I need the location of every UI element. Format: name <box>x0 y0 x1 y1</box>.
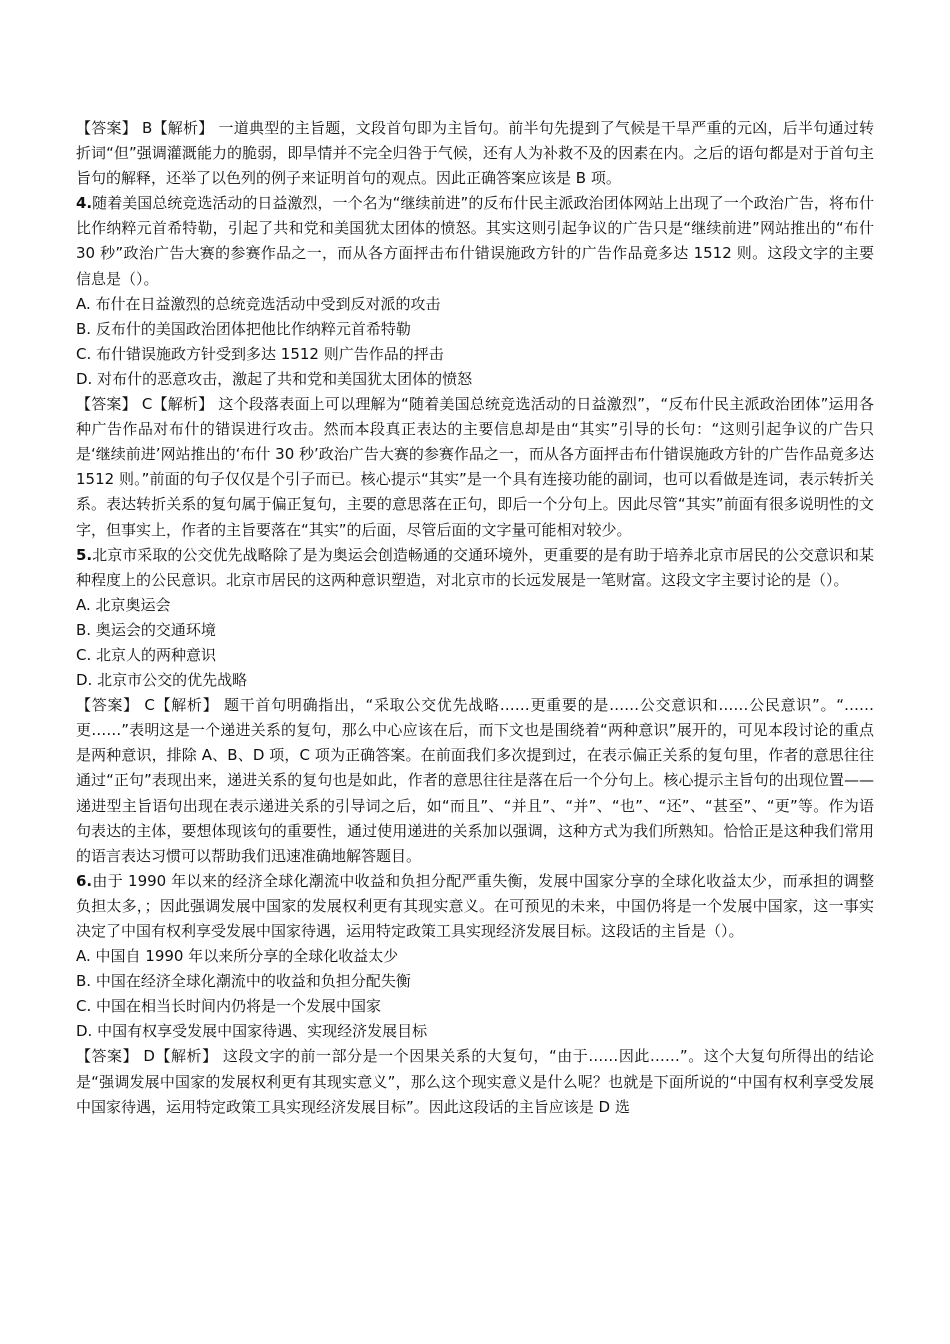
answer-option: C. 布什错误施政方针受到多达 1512 则广告作品的抨击 <box>76 344 444 363</box>
answer-option: B. 奥运会的交通环境 <box>76 620 216 639</box>
question-number: 4. <box>76 194 93 213</box>
answer-option: C. 中国在相当长时间内仍将是一个发展中国家 <box>76 997 382 1016</box>
answer-explanation: 【答案】 B【解析】 一道典型的主旨题，文段首句即为主旨句。前半句先提到了气候是干旱严重的元凶，后半句通过转折词“但”强调灌溉能力的脆弱，即旱情并不完全归咎于气候，还有人为补救不及的因素在内。之后的语句都是对于首句主旨句的解释，还举了以色列的例子来证明首句的观点。因此正确答案应该是 B 项。 <box>76 119 874 188</box>
answer-option: A. 布什在日益激烈的总统竞选活动中受到反对派的攻击 <box>76 294 441 313</box>
question-text: 随着美国总统竞选活动的日益激烈，一个名为“继续前进”的反布什民主派政治团体网站上出现了一个政治广告，将布什比作纳粹元首希特勒，引起了共和党和美国犹太团体的愤怒。其实这则引起争议的广告只是“继续前进”网站推出的“布什 30 秒”政治广告大赛的参赛作品之一，而从各方面抨击布什错误施政方针的广告作品竟多达 1512 则。这段文字的主要信息是（）。 <box>76 194 874 288</box>
answer-option: B. 反布什的美国政治团体把他比作纳粹元首希特勒 <box>76 319 411 338</box>
answer-explanation: 【答案】 D【解析】 这段文字的前一部分是一个因果关系的大复句，“由于……因此……”。这个大复句所得出的结论是“强调发展中国家的发展权利更有其现实意义”，那么这个现实意义是什么呢？也就是下面所说的“中国有权利享受发展中国家待遇，运用特定政策工具实现经济发展目标”。因此这段话的主旨应该是 D 选 <box>76 1047 874 1116</box>
answer-explanation: 【答案】 C【解析】 题干首句明确指出，“采取公交优先战略……更重要的是……公交意识和……公民意识”。“……更……”表明这是一个递进关系的复句，那么中心应该在后，而下文也是围绕着“两种意识”展开的，可见本段讨论的重点是两种意识，排除 A、B、D 项，C 项为正确答案。在前面我们多次提到过，在表示偏正关系的复句里，作者的意思往往通过“正句”表现出来，递进关系的复句也是如此，作者的意思往往是落在后一个分句上。核心提示主旨句的出现位置——递进型主旨语句出现在表示递进关系的引导词之后，如“而且”、“并且”、“并”、“也”、“还”、“甚至”、“更”等。作为语句表达的主体，要想体现该句的重要性，通过使用递进的关系加以强调，这种方式为我们所熟知。恰恰正是这种我们常用的语言表达习惯可以帮助我们迅速准确地解答题目。 <box>76 696 874 865</box>
question-text: 由于 1990 年以来的经济全球化潮流中收益和负担分配严重失衡，发展中国家分享的全球化收益太少，而承担的调整负担太多，；因此强调发展中国家的发展权利更有其现实意义。在可预见的未来，中国仍将是一个发展中国家，这一事实决定了中国有权利享受发展中国家待遇，运用特定政策工具实现经济发展目标。这段话的主旨是（）。 <box>76 871 874 940</box>
answer-option: B. 中国在经济全球化潮流中的收益和负担分配失衡 <box>76 972 411 991</box>
answer-option: D. 北京市公交的优先战略 <box>76 671 248 690</box>
answer-explanation: 【答案】 C【解析】 这个段落表面上可以理解为“随着美国总统竞选活动的日益激烈”，“反布什民主派政治团体”运用各种广告作品对布什的错误进行攻击。然而本段真正表达的主要信息却是由“其实”引导的长句：“这则引起争议的广告只是‘继续前进’网站推出的‘布什 30 秒’政治广告大赛的参赛作品之一，而从各方面抨击布什错误施政方针的广告作品竟多达 1512 则。”前面的句子仅仅是个引子而已。核心提示“其实”是一个具有连接功能的副词，也可以看做是连词，表示转折关系。表达转折关系的复句属于偏正复句，主要的意思落在正句，即后一个分句上。因此尽管“其实”前面有很多说明性的文字，但事实上，作者的主旨要落在“其实”的后面，尽管后面的文字量可能相对较少。 <box>76 395 874 539</box>
answer-option: A. 北京奥运会 <box>76 595 171 614</box>
answer-option: A. 中国自 1990 年以来所分享的全球化收益太少 <box>76 947 399 966</box>
question-text: 北京市采取的公交优先战略除了是为奥运会创造畅通的交通环境外，更重要的是有助于培养北京市居民的公交意识和某种程度上的公民意识。北京市居民的这两种意识塑造，对北京市的长远发展是一笔财富。这段文字主要讨论的是（）。 <box>76 545 874 589</box>
answer-option: D. 中国有权享受发展中国家待遇、实现经济发展目标 <box>76 1022 428 1041</box>
question-number: 6. <box>76 871 93 890</box>
question-paragraph <box>76 191 874 291</box>
answer-option: D. 对布什的恶意攻击，激起了共和党和美国犹太团体的愤怒 <box>76 369 473 388</box>
question-paragraph <box>76 543 874 593</box>
question-number: 5. <box>76 545 93 564</box>
answer-option: C. 北京人的两种意识 <box>76 645 217 664</box>
question-paragraph <box>76 869 874 944</box>
